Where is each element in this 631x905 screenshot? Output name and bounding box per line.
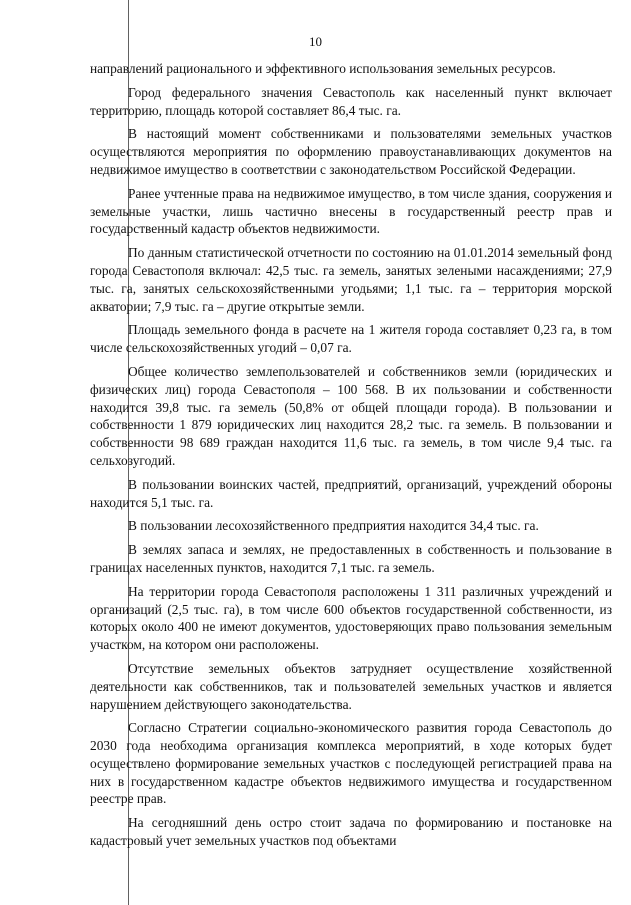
- paragraph-current-task: На сегодняшний день остро стоит задача по формированию и постановке на кадастровый учет земельных участков под объектами: [90, 815, 612, 849]
- page-number: 10: [309, 34, 322, 49]
- paragraph-sevastopol-area: Город федерального значения Севастополь как населенный пункт включает территорию, площадь которой составляет 86,4 тыс. га.: [90, 84, 612, 118]
- paragraph-military-use: В пользовании воинских частей, предприятий, организаций, учреждений обороны находится 5,1 тыс. га.: [90, 476, 612, 510]
- paragraph-land-per-resident: Площадь земельного фонда в расчете на 1 жителя города составляет 0,23 га, в том числе сельскохозяйственных угодий – 0,07 га.: [90, 322, 612, 356]
- paragraph-land-users-count: Общее количество землепользователей и собственников земли (юридических и физических лиц) города Севастополя – 100 568. В их пользовании и собственности находится 39,8 тыс. га земель (50,8% от общей площади города). В пользовании и собственности 1 879 юридических лиц находится 28,2 тыс. га земель. В пользовании и собственности 98 689 граждан находится 11,6 тыс. га земель, в том числе 9,4 тыс. га сельхозугодий.: [90, 363, 612, 468]
- paragraph-lack-of-objects: Отсутствие земельных объектов затрудняет осуществление хозяйственной деятельности как собственников, так и пользователей земельных участков и является нарушением действующего законодательства.: [90, 660, 612, 712]
- paragraph-registration-activities: В настоящий момент собственниками и пользователями земельных участков осуществляются мероприятия по оформлению правоустанавливающих документов на недвижимое имущество в соответствии с законодательством Российской Федерации.: [90, 126, 612, 177]
- paragraph-strategy-2030: Согласно Стратегии социально-экономического развития города Севастополь до 2030 года необходима организация комплекса мероприятий, в ходе которых будет осуществлено формирование земельных участков с последующей регистрацией права на них в государственном кадастре объектов недвижимого имущества и государственном реестре прав.: [90, 720, 612, 807]
- paragraph-reserve-lands: В землях запаса и землях, не предоставленных в собственность и пользование в границах населенных пунктов, находится 7,1 тыс. га земель.: [90, 542, 612, 575]
- body-text: [90, 60, 612, 856]
- paragraph-continuation: направлений рационального и эффективного использования земельных ресурсов.: [90, 61, 556, 76]
- paragraph-institutions: На территории города Севастополя расположены 1 311 различных учреждений и организаций (2,5 тыс. га), в том числе 600 объектов государственной собственности, из которых около 400 не имеют документов, удостоверяющих право пользования земельным участком, на котором они расположены.: [90, 583, 612, 653]
- paragraph-previous-rights: Ранее учтенные права на недвижимое имущество, в том числе здания, сооружения и земельные участки, лишь частично внесены в государственный реестр прав и государственный кадастр объектов недвижимости.: [90, 185, 612, 237]
- paragraph-land-fund-statistics: По данным статистической отчетности по состоянию на 01.01.2014 земельный фонд города Севастополя включал: 42,5 тыс. га земель, занятых зелеными насаждениями; 27,9 тыс. га, занятых сельскохозяйственными угодьями; 1,1 тыс. га – территория морской акватории; 7,9 тыс. га – другие открытые земли.: [90, 245, 612, 314]
- paragraph-forestry-use: В пользовании лесохозяйственного предприятия находится 34,4 тыс. га.: [128, 518, 539, 534]
